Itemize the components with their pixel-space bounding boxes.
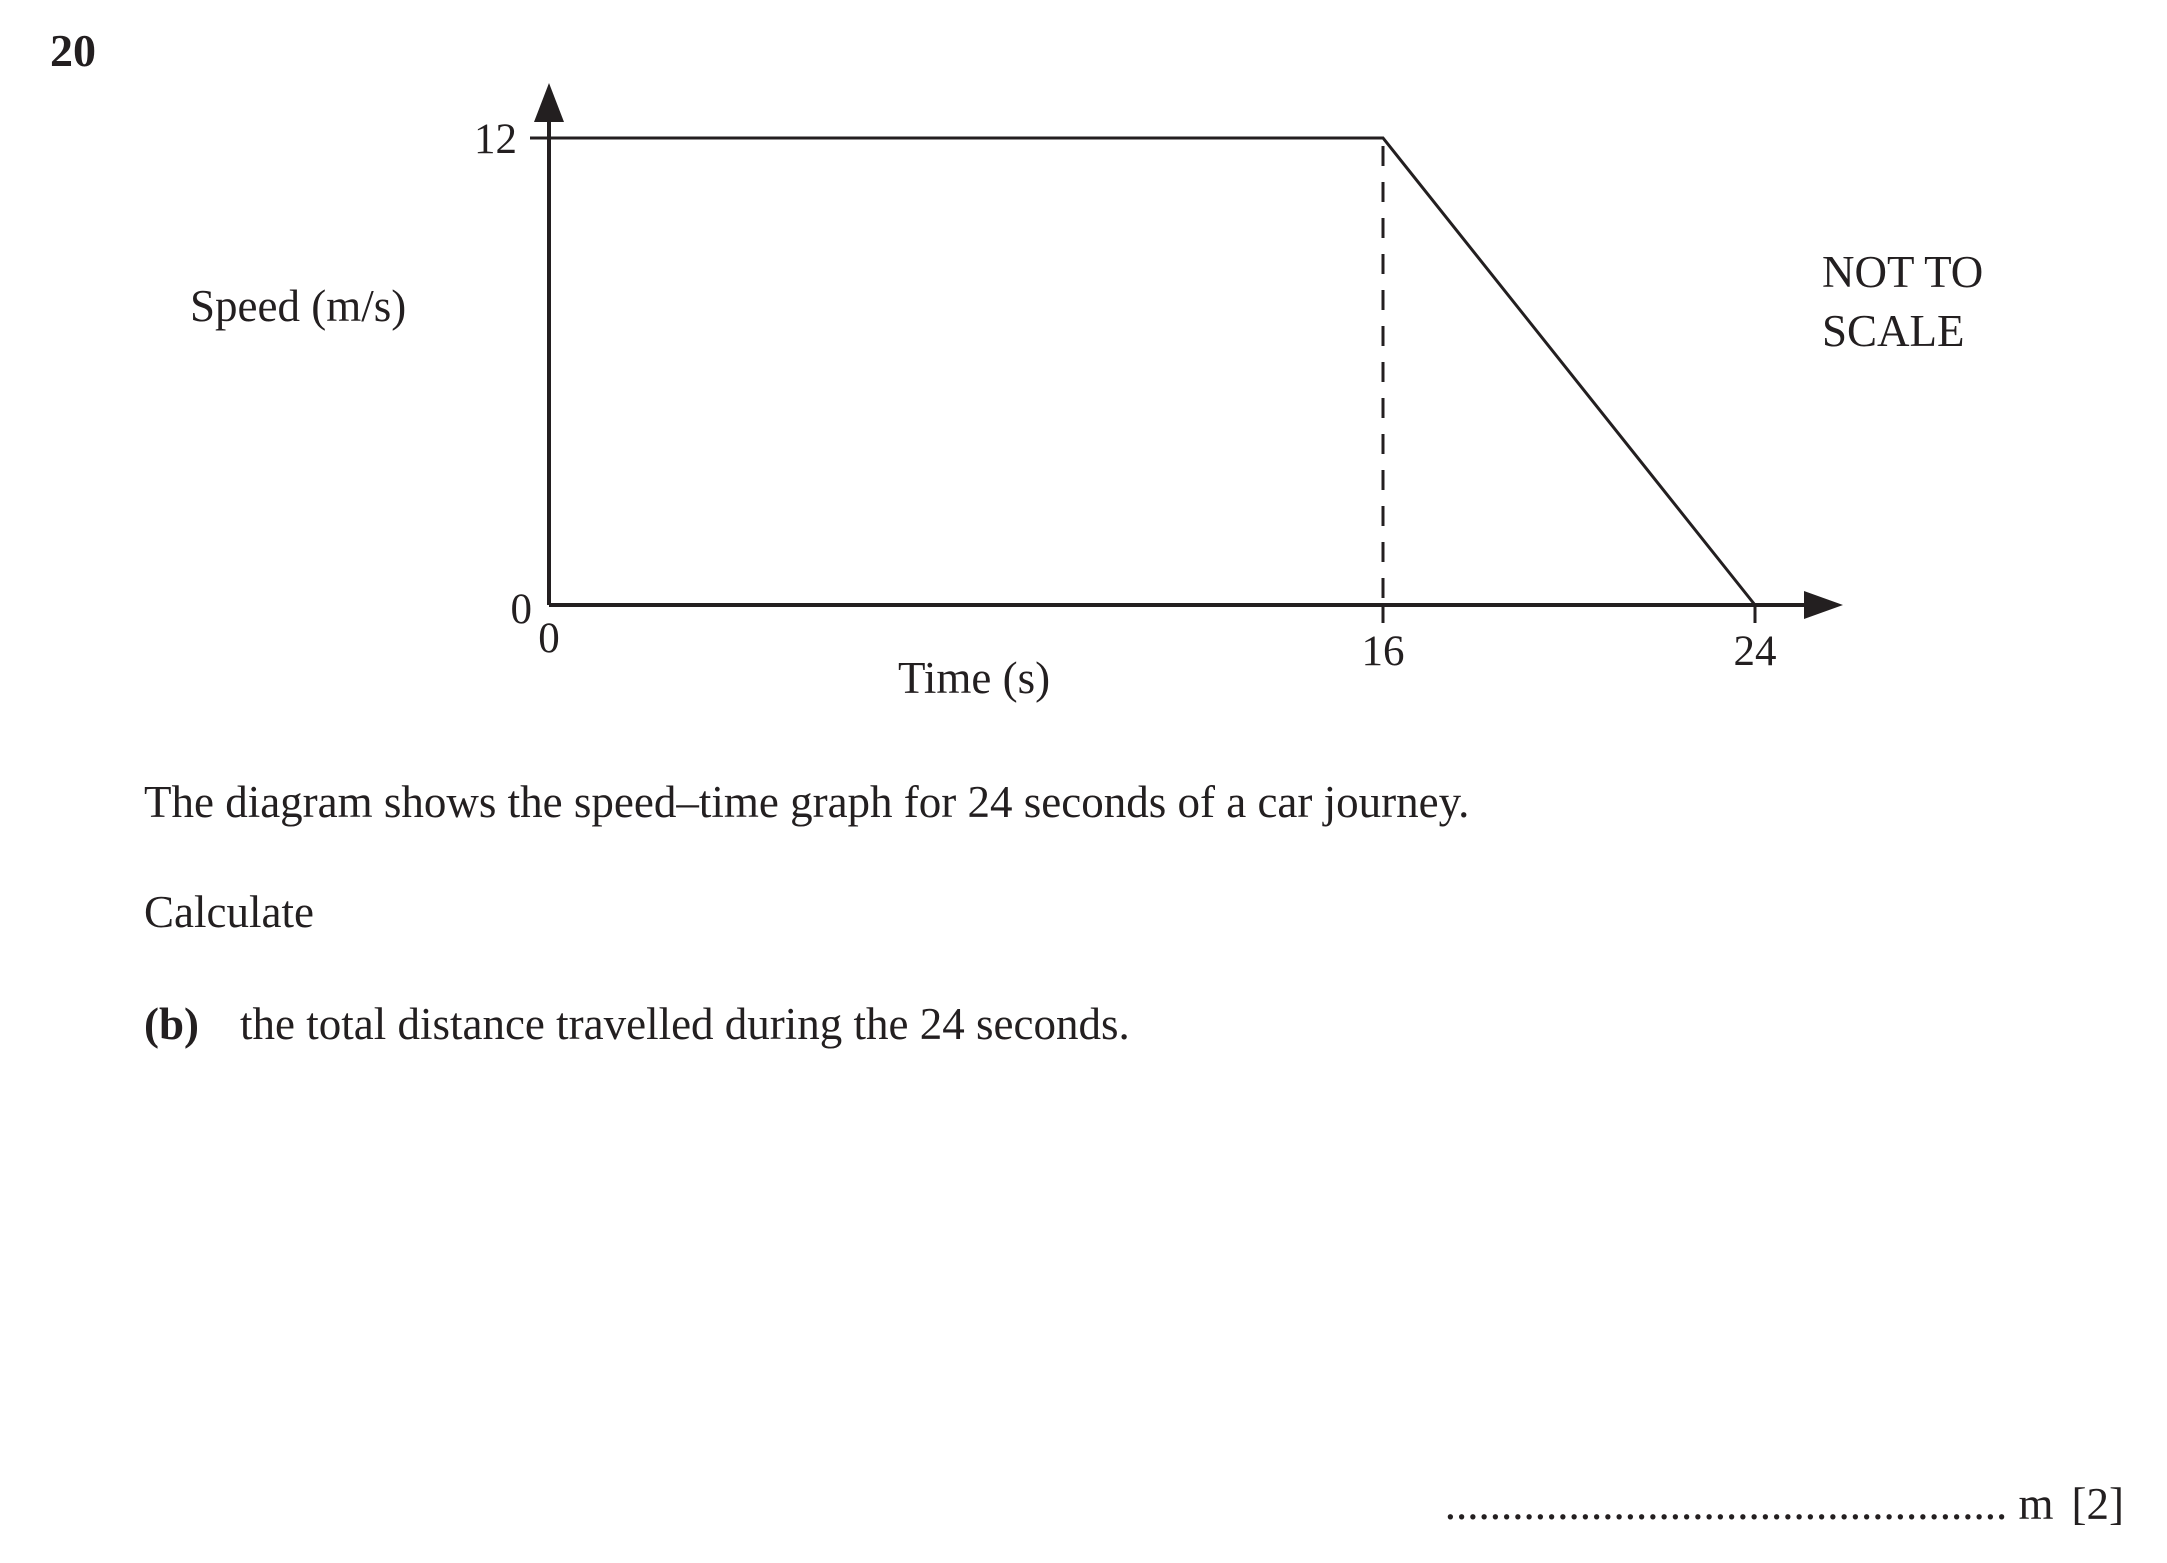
y-axis-label: Speed (m/s) [190,281,407,331]
y-axis-arrowhead [534,83,564,122]
answer-line [1445,1478,2124,1530]
not-to-scale-line-1: NOT TO [1822,247,1984,297]
not-to-scale-line-2: SCALE [1822,306,1965,356]
part-b-label: (b) [144,999,199,1049]
axes [530,83,1843,623]
x-tick-label-16: 16 [1361,628,1405,675]
calculate-text: Calculate [144,887,314,937]
x-axis-label: Time (s) [898,653,1051,703]
intro-text: The diagram shows the speed–time graph for 24 seconds of a car journey. [144,777,1470,827]
answer-dots: .................................................. [1444,1479,2008,1529]
y-tick-label-0: 0 [510,586,532,633]
y-tick-label-12: 12 [474,116,517,163]
x-tick-label-24: 24 [1733,628,1777,675]
speed-time-graph [0,0,2167,720]
speed-line [549,138,1755,605]
part-b [144,1000,1130,1050]
x-axis-arrowhead [1804,591,1843,619]
part-b-text: the total distance travelled during the 24 seconds. [240,999,1130,1049]
x-tick-label-0: 0 [538,615,560,662]
question-number: 20 [50,25,96,76]
speed-series [549,138,1755,605]
marks: [2] [2071,1479,2124,1529]
answer-unit: m [2018,1479,2054,1529]
